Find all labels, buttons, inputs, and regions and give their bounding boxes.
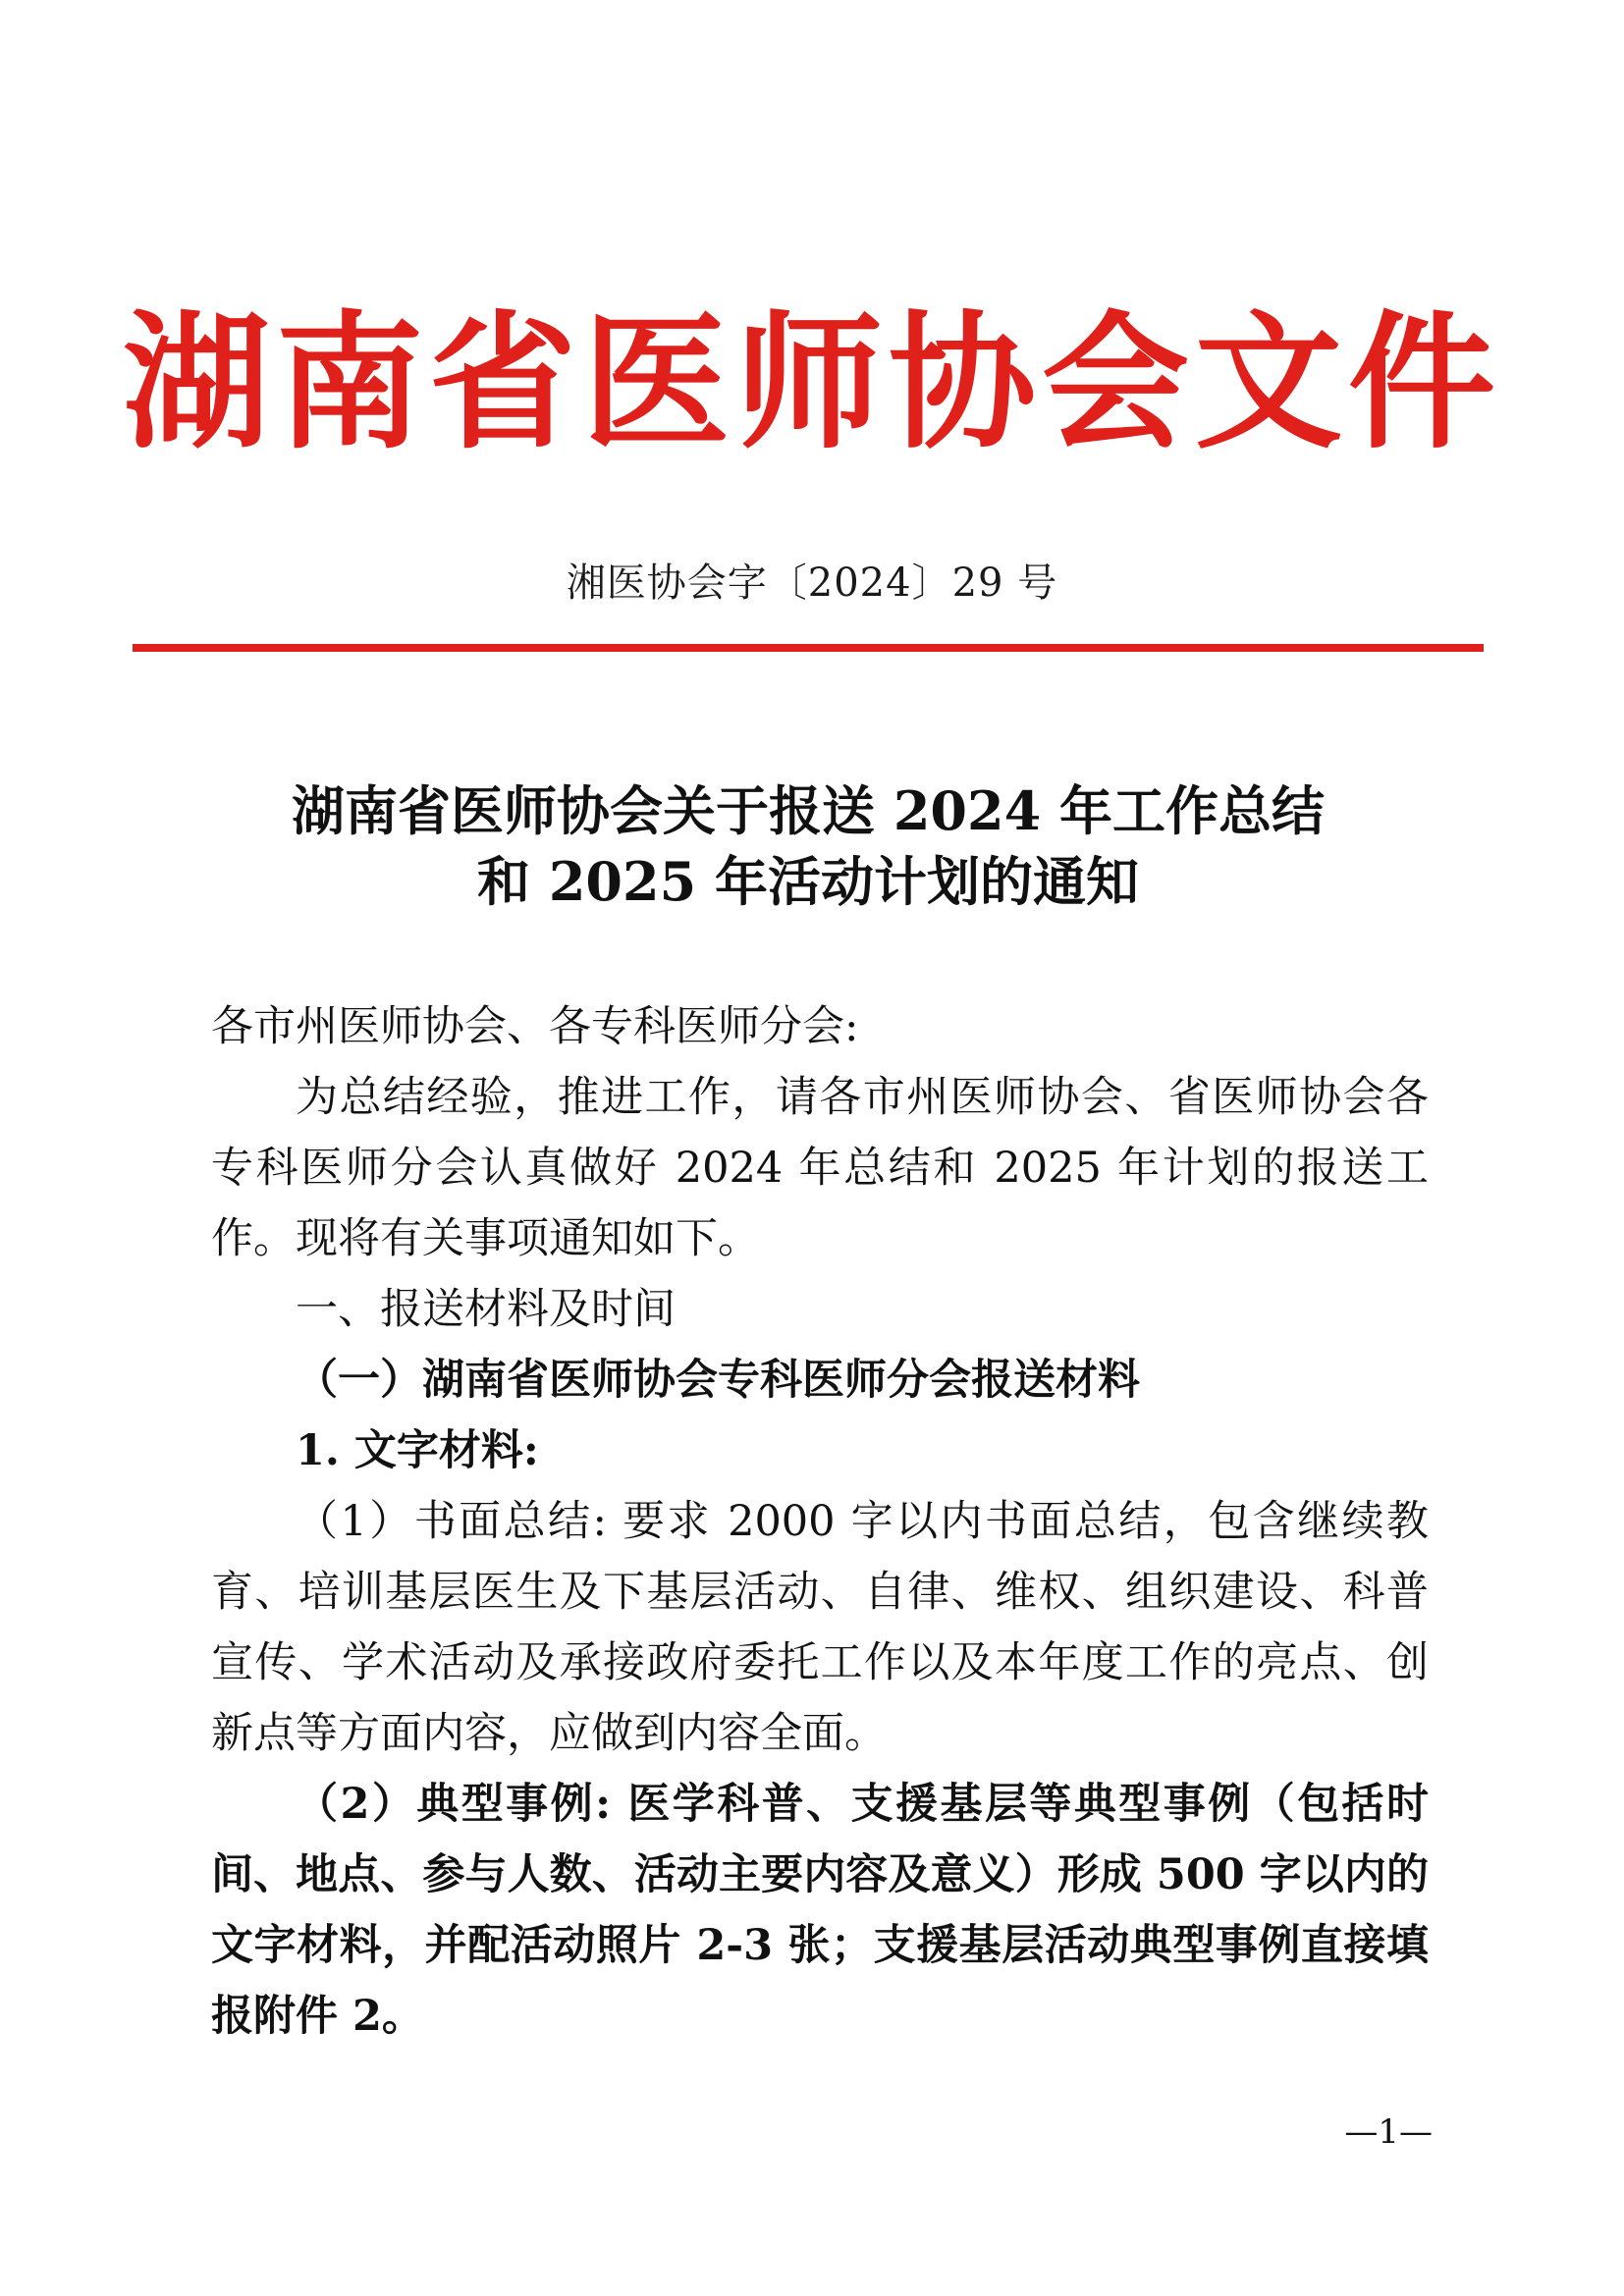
document-title-line-1: 湖南省医师协会关于报送 2024 年工作总结 — [292, 779, 1325, 842]
item-1-heading: 1. 文字材料: — [296, 1426, 539, 1475]
document-number: 湘医协会字〔2024〕29 号 — [566, 561, 1058, 606]
item-1-1-paragraph: （1）书面总结: 要求 2000 字以内书面总结，包含继续教育、培训基层医生及下基层活动、自律、维权、组织建设、科普宣传、学术活动及承接政府委托工作以及本年度工作的亮点、创新点等方面内容，应做到内容全面。 — [211, 1497, 1429, 1758]
page-number: —1— — [1344, 2112, 1433, 2152]
document-title-line-2: 和 2025 年活动计划的通知 — [477, 850, 1139, 913]
document-title — [133, 775, 1484, 917]
intro-paragraph: 为总结经验，推进工作，请各市州医师协会、省医师协会各专科医师分会认真做好 2024 年总结和 2025 年计划的报送工作。现将有关事项通知如下。 — [211, 1073, 1429, 1263]
red-divider-line — [133, 644, 1484, 652]
section-1-heading: 一、报送材料及时间 — [296, 1285, 676, 1334]
subsection-1-heading: （一）湖南省医师协会专科医师分会报送材料 — [296, 1356, 1140, 1405]
salutation: 各市州医师协会、各专科医师分会: — [211, 1002, 859, 1051]
document-body — [211, 991, 1429, 2052]
masthead-title: 湖南省医师协会文件 — [122, 296, 1501, 469]
item-1-2-paragraph: （2）典型事例: 医学科普、支援基层等典型事例（包括时间、地点、参与人数、活动主要内容及意义）形成 500 字以内的文字材料，并配活动照片 2-3 张；支援基层活动典型事例直接填报附件 2。 — [211, 1780, 1429, 2041]
